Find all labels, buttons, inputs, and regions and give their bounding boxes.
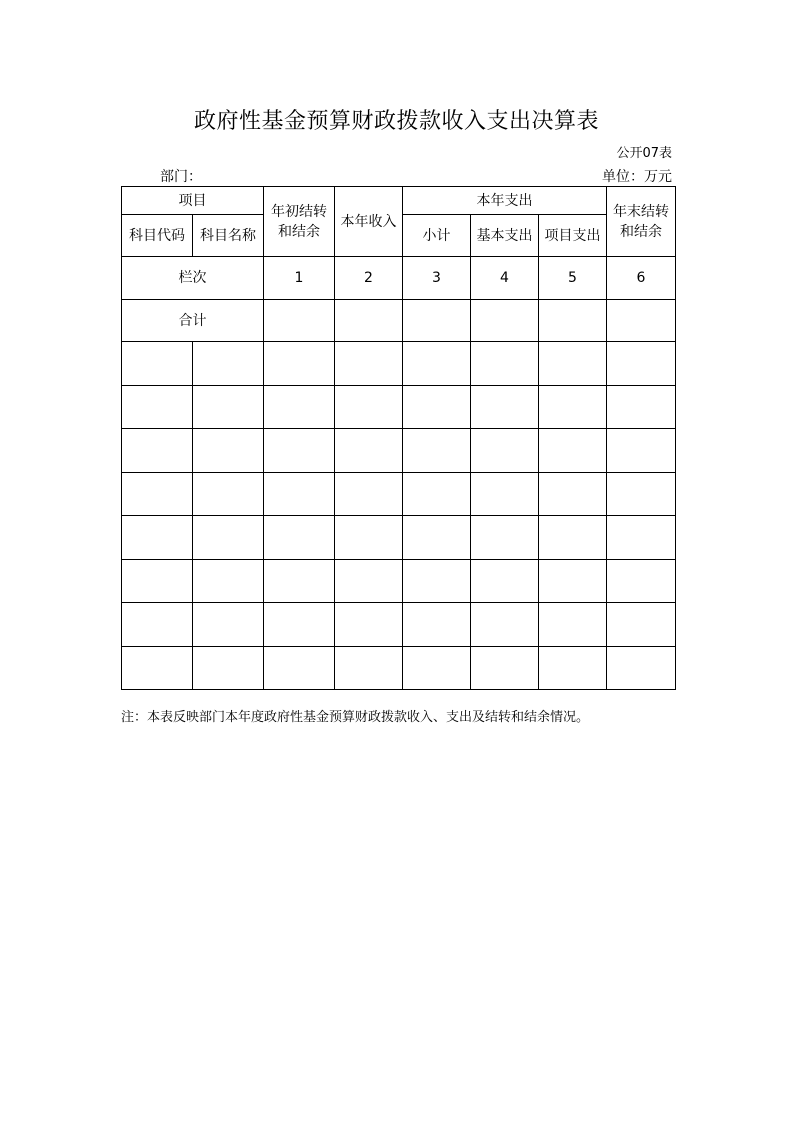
header-current-expense: 本年支出: [403, 187, 607, 215]
form-code: 公开07表: [616, 146, 672, 161]
header-project-expense: 项目支出: [539, 215, 607, 257]
table-cell: [335, 473, 403, 516]
table-cell: [193, 342, 264, 386]
table-cell: [607, 473, 676, 516]
header-opening-balance: [264, 187, 335, 257]
column-number: 2: [335, 257, 403, 300]
table-cell: [264, 300, 335, 342]
table-cell: [122, 386, 193, 429]
table-cell: [264, 342, 335, 386]
header-item: 项目: [122, 187, 264, 215]
table-cell: [403, 647, 471, 690]
unit-label: 单位：万元: [602, 169, 672, 185]
table-cell: [403, 473, 471, 516]
table-cell: [335, 429, 403, 473]
table-cell: [539, 342, 607, 386]
table-cell: [539, 300, 607, 342]
table-cell: [122, 560, 193, 603]
table-cell: [264, 516, 335, 560]
table-cell: [539, 516, 607, 560]
column-number: 3: [403, 257, 471, 300]
table-cell: [607, 300, 676, 342]
table-cell: [607, 647, 676, 690]
table-cell: [539, 603, 607, 647]
table-cell: [607, 516, 676, 560]
header-current-income: 本年收入: [335, 187, 403, 257]
table-cell: [122, 473, 193, 516]
table-cell: [335, 647, 403, 690]
table-cell: [471, 516, 539, 560]
table-cell: [193, 386, 264, 429]
table-row: [122, 473, 676, 516]
table-cell: [193, 647, 264, 690]
column-number: 1: [264, 257, 335, 300]
table-cell: [264, 560, 335, 603]
table-cell: [403, 560, 471, 603]
table-row: [122, 603, 676, 647]
table-cell: [403, 386, 471, 429]
table-row: [122, 516, 676, 560]
table-cell: [122, 603, 193, 647]
header-closing-balance-line2: 和结余: [620, 223, 662, 240]
table-cell: [122, 516, 193, 560]
header-subject-name: 科目名称: [193, 215, 264, 257]
header-basic-expense: 基本支出: [471, 215, 539, 257]
footnote: 注：本表反映部门本年度政府性基金预算财政拨款收入、支出及结转和结余情况。: [121, 710, 590, 725]
table-cell: [193, 603, 264, 647]
table-cell: [403, 516, 471, 560]
table-cell: [539, 560, 607, 603]
department-label: 部门：: [160, 169, 202, 185]
table-cell: [335, 603, 403, 647]
column-number-label: 栏次: [122, 257, 264, 300]
table-cell: [335, 342, 403, 386]
table-cell: [539, 473, 607, 516]
table-cell: [471, 300, 539, 342]
table-cell: [122, 342, 193, 386]
table-cell: [539, 647, 607, 690]
table-cell: [403, 429, 471, 473]
table-cell: [403, 300, 471, 342]
table-cell: [122, 429, 193, 473]
table-cell: [264, 386, 335, 429]
header-closing-balance-line1: 年末结转: [613, 203, 669, 220]
table-cell: [264, 603, 335, 647]
total-label: 合计: [122, 300, 264, 342]
header-subtotal: 小计: [403, 215, 471, 257]
header-opening-balance-line1: 年初结转: [271, 203, 327, 220]
table-cell: [471, 560, 539, 603]
page-title: 政府性基金预算财政拨款收入支出决算表: [193, 109, 599, 134]
column-number: 5: [539, 257, 607, 300]
table-cell: [471, 342, 539, 386]
table-cell: [471, 429, 539, 473]
table-cell: [193, 429, 264, 473]
header-subject-code: 科目代码: [122, 215, 193, 257]
table-cell: [607, 603, 676, 647]
table-cell: [607, 386, 676, 429]
table-cell: [403, 603, 471, 647]
table-cell: [607, 342, 676, 386]
table-cell: [607, 429, 676, 473]
table-row: [122, 342, 676, 386]
table-row: [122, 647, 676, 690]
table-cell: [539, 386, 607, 429]
table-cell: [122, 647, 193, 690]
table-cell: [193, 473, 264, 516]
table-cell: [193, 560, 264, 603]
table-row: [122, 386, 676, 429]
table-cell: [403, 342, 471, 386]
table-cell: [539, 429, 607, 473]
table-cell: [264, 429, 335, 473]
table-cell: [264, 473, 335, 516]
header-opening-balance-line2: 和结余: [278, 223, 320, 240]
table-cell: [471, 647, 539, 690]
table-cell: [193, 516, 264, 560]
table-cell: [471, 386, 539, 429]
header-closing-balance: [607, 187, 676, 257]
table-cell: [335, 300, 403, 342]
table-cell: [471, 473, 539, 516]
total-row: [122, 300, 676, 342]
table-cell: [607, 560, 676, 603]
table-row: [122, 429, 676, 473]
table-cell: [335, 386, 403, 429]
budget-table: [121, 186, 676, 690]
column-number: 4: [471, 257, 539, 300]
column-number: 6: [607, 257, 676, 300]
table-cell: [264, 647, 335, 690]
table-cell: [471, 603, 539, 647]
table-cell: [335, 516, 403, 560]
column-number-row: [122, 257, 676, 300]
table-row: [122, 560, 676, 603]
table-cell: [335, 560, 403, 603]
